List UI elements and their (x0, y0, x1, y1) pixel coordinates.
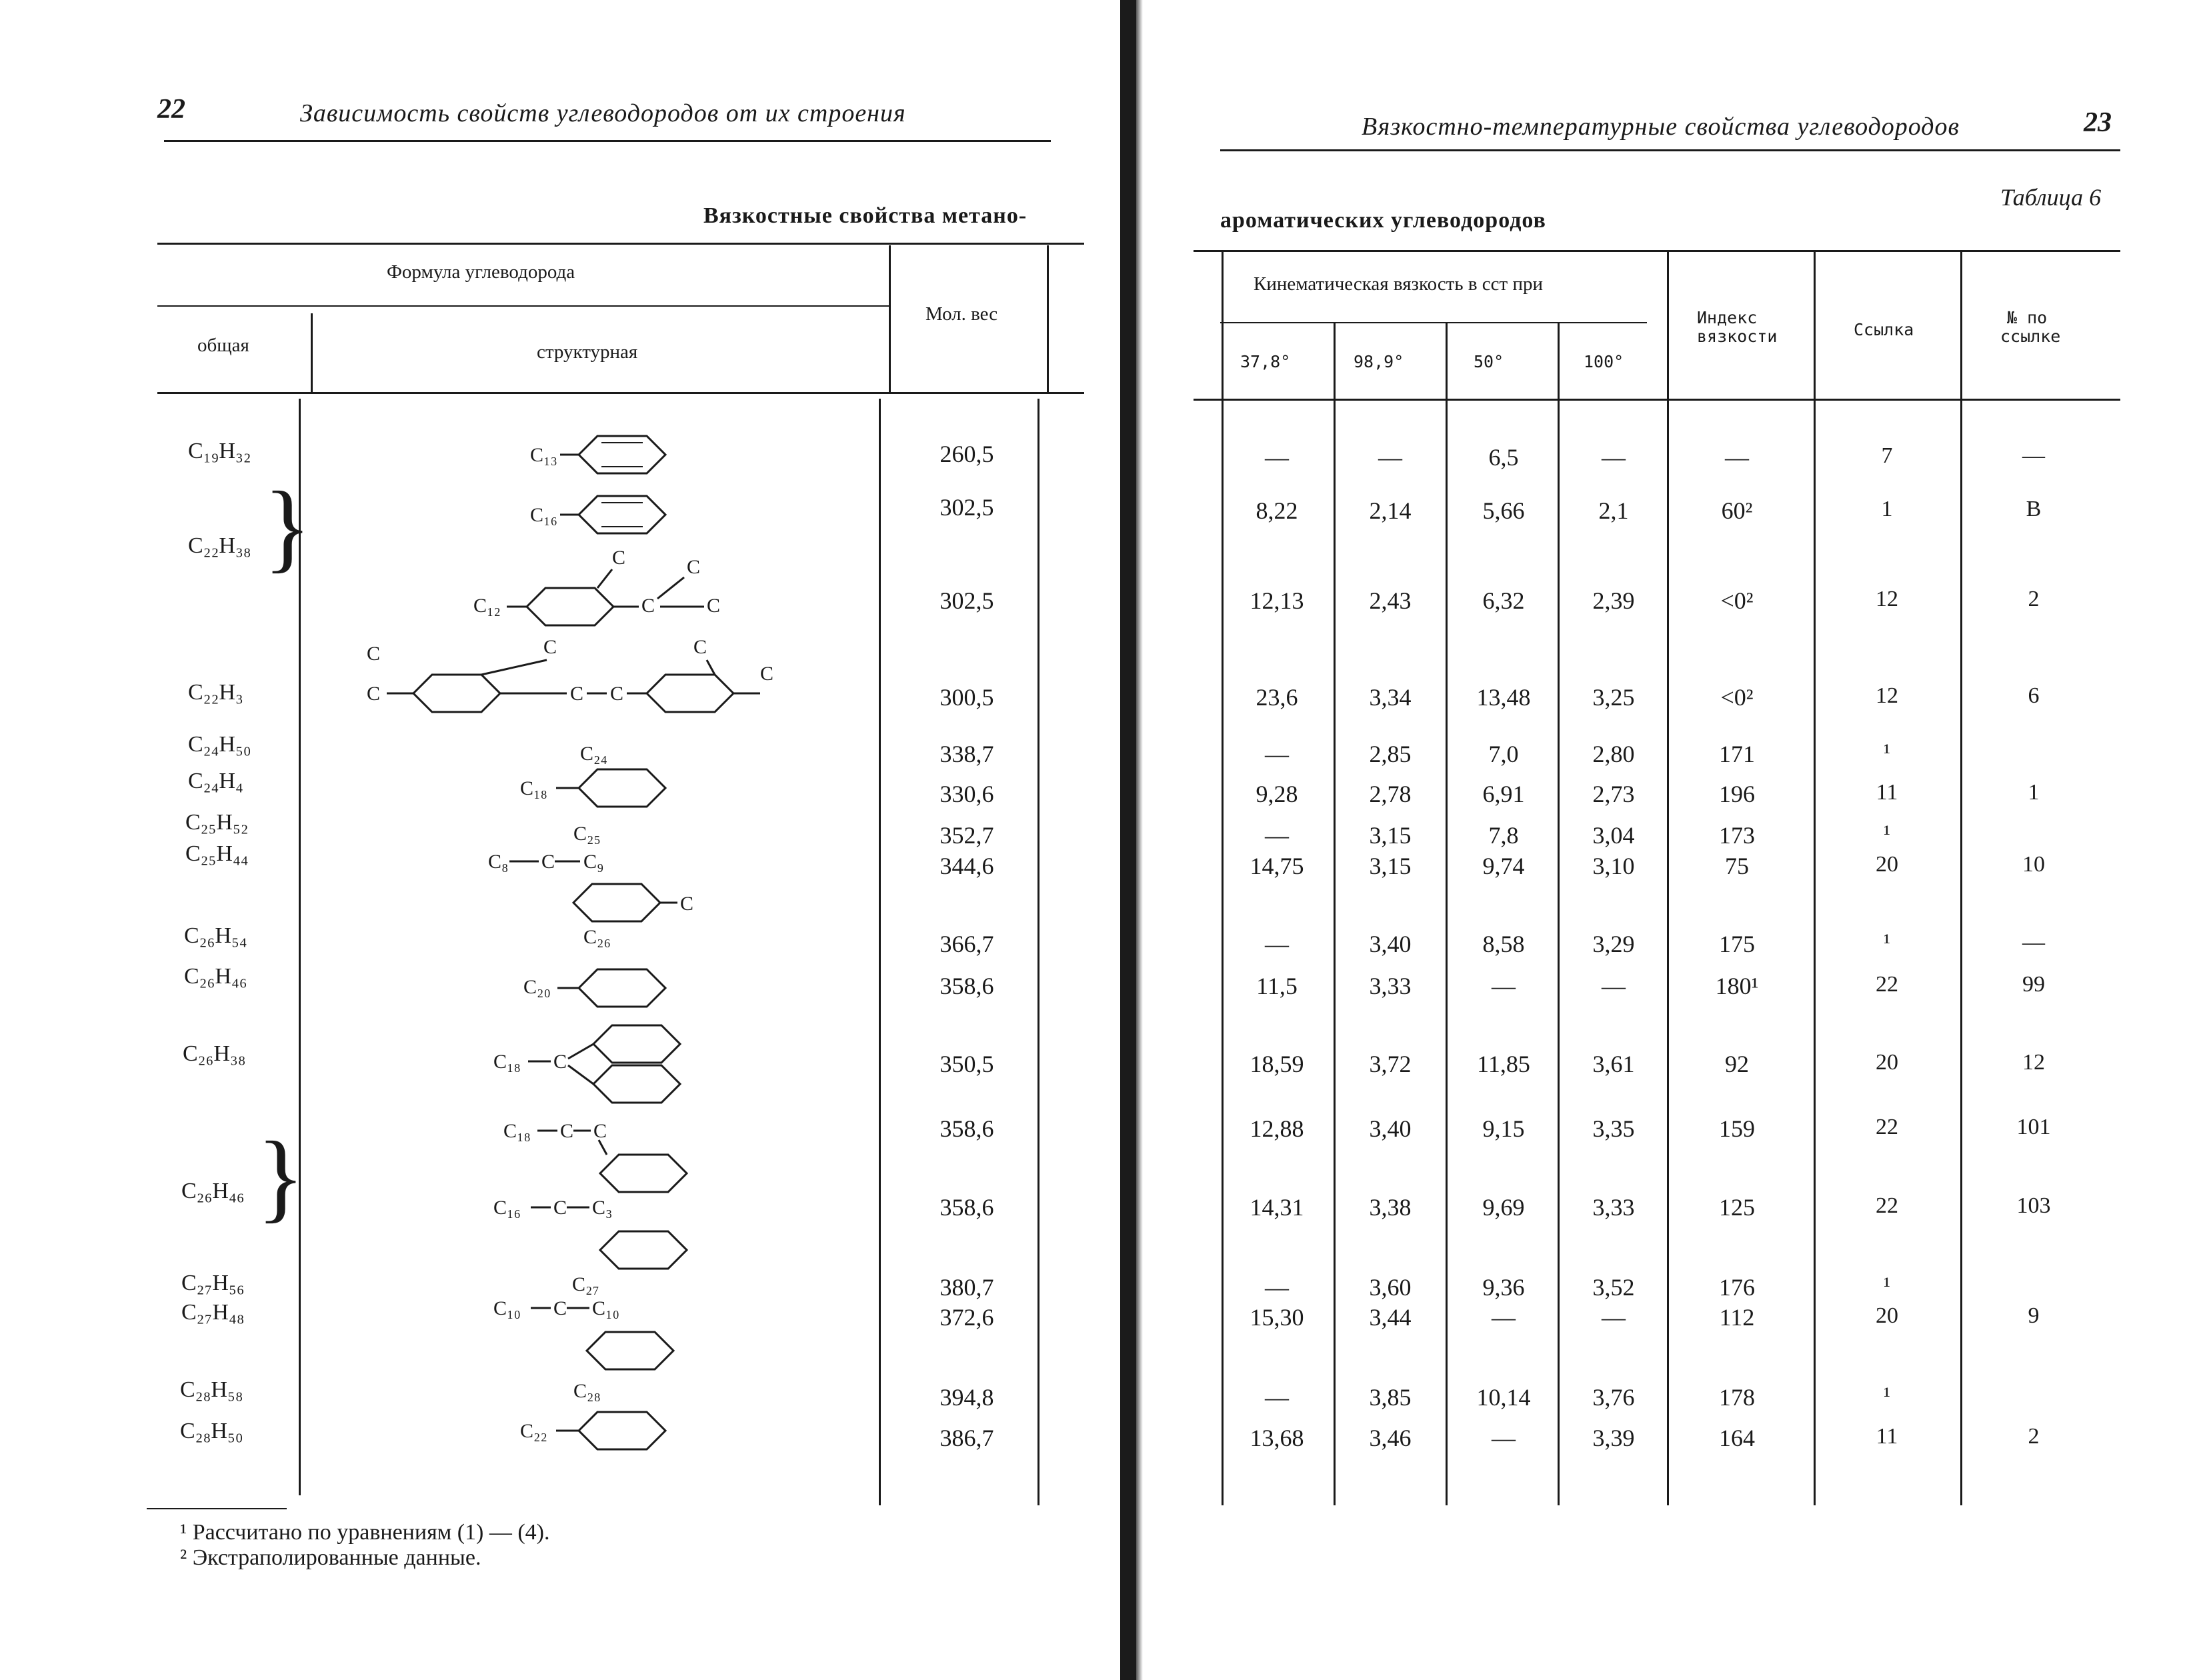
column-rule (1558, 323, 1560, 1505)
column-rule (1960, 252, 1962, 1505)
struct-label: C (367, 683, 381, 705)
table-cell: 8,22 (1256, 497, 1298, 524)
table-cell: 3,85 (1369, 1384, 1412, 1411)
table-cell: 180¹ (1715, 973, 1759, 999)
formula-cell: C₂₆H₄₆ (184, 964, 247, 989)
formula-cell: C₂₅H₄₄ (185, 841, 249, 866)
table-cell: 176 (1719, 1274, 1755, 1301)
struct-label: C₁₈ (503, 1120, 531, 1142)
table-cell: 14,31 (1250, 1194, 1304, 1221)
formula-cell: C₂₂H₃₈ (188, 533, 251, 558)
struct-label: C₂₄ (580, 743, 607, 765)
footnote-rule (147, 1508, 287, 1509)
table-cell: 13,48 (1476, 684, 1531, 711)
table-cell: 3,60 (1369, 1274, 1412, 1301)
struct-label: C₈ (488, 851, 509, 873)
mol-weight-cell: 372,6 (939, 1304, 994, 1331)
table-cell: 2,78 (1369, 781, 1412, 807)
temp-98-9: 98,9° (1354, 352, 1404, 371)
column-rule (1222, 252, 1224, 1505)
structure-drawing (460, 540, 740, 647)
struct-label: C₂₇ (572, 1273, 599, 1295)
table-cell: 9 (2028, 1303, 2040, 1328)
table-cell: 99 (2022, 972, 2045, 997)
mol-weight-cell: 386,7 (939, 1425, 994, 1451)
table-cell: 6,91 (1482, 781, 1525, 807)
mol-weight-cell: 358,6 (939, 1194, 994, 1221)
struct-label: C (367, 643, 381, 665)
struct-label: C₂₂ (520, 1420, 547, 1442)
struct-label: C (560, 1120, 574, 1142)
general-struct-divider (311, 313, 313, 392)
table-cell: — (1492, 1425, 1516, 1451)
right-page (1127, 0, 2185, 1680)
table-cell: 60² (1721, 497, 1753, 524)
table-cell: 9,36 (1482, 1274, 1525, 1301)
table-cell: 12 (2022, 1050, 2045, 1075)
table-cell: 9,28 (1256, 781, 1298, 807)
struct-label: C (553, 1197, 567, 1219)
table-cell: 20 (1876, 1303, 1898, 1328)
table-cell: 22 (1876, 1193, 1898, 1218)
table-cell: 3,10 (1592, 853, 1635, 879)
mol-weight-cell: 330,6 (939, 781, 994, 807)
struct-label: C (680, 893, 694, 915)
formula-cell: C₂₈H₅₀ (180, 1419, 243, 1443)
table-cell: — (2022, 930, 2045, 955)
column-rule (1667, 252, 1669, 1505)
header-bottom-rule (1194, 399, 2120, 401)
formula-cell: C₁₉H₃₂ (188, 439, 251, 463)
table-cell: 12,13 (1250, 587, 1304, 614)
group-brace: } (257, 1121, 305, 1232)
kinematic-header: Кинематическая вязкость в сст при (1254, 273, 1543, 295)
struct-label: C₁₀ (493, 1297, 521, 1319)
table-cell: 18,59 (1250, 1051, 1304, 1077)
table-cell: 3,29 (1592, 931, 1635, 957)
table-cell: 3,46 (1369, 1425, 1412, 1451)
refno-header: ссылке (2000, 327, 2061, 346)
table-cell: 3,40 (1369, 1115, 1412, 1142)
struct-label: C₁₈ (493, 1051, 521, 1073)
mol-divider-header (889, 245, 891, 392)
structure-drawing (493, 1373, 707, 1467)
formula-cell: C₂₆H₄₆ (181, 1179, 245, 1203)
struct-label: C₁₃ (530, 444, 557, 466)
mol-weight-cell: 358,6 (939, 973, 994, 999)
struct-label: C (610, 683, 624, 705)
table-cell: 1 (1881, 497, 1893, 521)
mol-weight-cell: 352,7 (939, 822, 994, 849)
mol-column-rule (879, 399, 881, 1505)
table-cell: 2,80 (1592, 741, 1635, 767)
table-cell: 103 (2016, 1193, 2051, 1218)
struct-label: C₁₆ (530, 504, 557, 526)
table-title: Вязкостные свойства метано- (703, 203, 1027, 228)
structural-header: структурная (537, 341, 638, 363)
formula-header-rule (157, 305, 891, 307)
struct-label: C₁₀ (592, 1297, 619, 1319)
table-cell: 9,74 (1482, 853, 1525, 879)
table-cell: — (1492, 973, 1516, 999)
table-cell: — (1602, 444, 1626, 471)
table-cell: 3,33 (1592, 1194, 1635, 1221)
table-cell: 2,1 (1598, 497, 1629, 524)
refno-header: № по (2007, 308, 2048, 327)
table-cell: 22 (1876, 1115, 1898, 1139)
table-cell: ¹ (1883, 1383, 1891, 1408)
table-cell: 196 (1719, 781, 1755, 807)
table-cell: 10,14 (1476, 1384, 1531, 1411)
footnote: ² Экстраполированные данные. (180, 1545, 481, 1570)
struct-label: C₃ (592, 1197, 613, 1219)
table-cell: 23,6 (1256, 684, 1298, 711)
table-cell: — (1265, 1274, 1289, 1301)
mol-weight-cell: 350,5 (939, 1051, 994, 1077)
table-cell: 3,33 (1369, 973, 1412, 999)
table-cell: 3,15 (1369, 822, 1412, 849)
table-cell: 5,66 (1482, 497, 1525, 524)
table-cell: 3,44 (1369, 1304, 1412, 1331)
structure-drawing (507, 960, 707, 1013)
struct-label: C (707, 595, 721, 617)
table-cell: 3,40 (1369, 931, 1412, 957)
table-cell: <0² (1720, 587, 1754, 614)
struct-label: C₂₀ (523, 976, 551, 998)
table-cell: 2,39 (1592, 587, 1635, 614)
formula-cell: C₂₈H₅₈ (180, 1377, 243, 1402)
formula-cell: C₂₇H₅₆ (181, 1271, 245, 1295)
column-rule (1446, 323, 1448, 1505)
table-cell: — (1378, 444, 1402, 471)
struct-label: C (543, 636, 557, 658)
table-cell: ¹ (1883, 930, 1891, 955)
table-cell: 7,8 (1488, 822, 1519, 849)
temp-100: 100° (1584, 352, 1624, 371)
table-cell: 8,58 (1482, 931, 1525, 957)
index-header: Индекс (1697, 308, 1758, 327)
table-cell: 6,5 (1488, 444, 1519, 471)
table-label: Таблица 6 (2000, 184, 2102, 211)
struct-label: C₉ (583, 851, 604, 873)
table-cell: 2,14 (1369, 497, 1412, 524)
table-cell: — (2022, 443, 2045, 468)
table-cell: 9,15 (1482, 1115, 1525, 1142)
table-cell: 3,52 (1592, 1274, 1635, 1301)
mol-weight-cell: 302,5 (939, 494, 994, 521)
struct-label: C₁₆ (493, 1197, 521, 1219)
table-cell: 3,15 (1369, 853, 1412, 879)
table-cell: 75 (1725, 853, 1749, 879)
table-cell: 3,76 (1592, 1384, 1635, 1411)
mol-weight-cell: 366,7 (939, 931, 994, 957)
table-cell: 175 (1719, 931, 1755, 957)
table-cell: 171 (1719, 741, 1755, 767)
table-cell: 173 (1719, 822, 1755, 849)
table-cell: 14,75 (1250, 853, 1304, 879)
table-cell: — (1602, 1304, 1626, 1331)
table-cell: 2,73 (1592, 781, 1635, 807)
table-cell: 2,43 (1369, 587, 1412, 614)
column-rule (1814, 252, 1816, 1505)
table-cell: 11 (1876, 780, 1898, 805)
table-top-rule (157, 243, 1084, 245)
structure-drawing (487, 1013, 707, 1120)
table-cell: 3,39 (1592, 1425, 1635, 1451)
table-cell: 7 (1881, 443, 1893, 468)
struct-label: C (553, 1297, 567, 1319)
column-rule (1334, 323, 1336, 1505)
structure-drawing (507, 487, 707, 540)
temp-37-8: 37,8° (1240, 352, 1291, 371)
table-cell: 12 (1876, 587, 1898, 611)
structure-drawing (493, 1267, 707, 1373)
structure-drawing (480, 820, 733, 948)
struct-label: C₁₂ (473, 595, 501, 617)
formula-cell: C₂₂H₃ (188, 680, 243, 705)
struct-label: C₂₈ (573, 1380, 601, 1402)
struct-label: C (593, 1120, 607, 1142)
formula-cell: C₂₅H₅₂ (185, 810, 249, 835)
table-cell: 15,30 (1250, 1304, 1304, 1331)
table-cell: — (1265, 741, 1289, 767)
table-cell: 12,88 (1250, 1115, 1304, 1142)
table-cell: <0² (1720, 684, 1754, 711)
mol-weight-header: Мол. вес (925, 303, 998, 325)
mol-weight-cell: 344,6 (939, 853, 994, 879)
struct-label: C (687, 556, 701, 578)
structure-drawing (507, 740, 707, 820)
table-cell: 1 (2028, 780, 2040, 805)
table-cell: — (1265, 1384, 1289, 1411)
mol-weight-cell: 338,7 (939, 741, 994, 767)
table-cell: 22 (1876, 972, 1898, 997)
running-head: Зависимость свойств углеводородов от их строения (300, 99, 906, 127)
general-header: общая (197, 335, 249, 356)
formula-cell: C₂₆H₃₈ (183, 1041, 246, 1066)
kinematic-header-rule (1220, 322, 1647, 323)
footnote: ¹ Рассчитано по уравнениям (1) — (4). (180, 1520, 550, 1545)
table-cell: — (1265, 444, 1289, 471)
table-cell: — (1725, 444, 1749, 471)
struct-label: C₁₈ (520, 777, 547, 799)
struct-label: C (612, 547, 626, 569)
right-divider-header (1047, 245, 1049, 392)
page-number: 22 (157, 94, 185, 125)
table-cell: 20 (1876, 852, 1898, 877)
table-cell: 3,38 (1369, 1194, 1412, 1221)
table-cell: ¹ (1883, 1273, 1891, 1298)
table-cell: 159 (1719, 1115, 1755, 1142)
table-cell: 101 (2016, 1115, 2051, 1139)
table-cell: 20 (1876, 1050, 1898, 1075)
group-brace: } (263, 471, 311, 582)
table-cell: 92 (1725, 1051, 1749, 1077)
structure-drawing (360, 633, 840, 733)
table-cell: 3,72 (1369, 1051, 1412, 1077)
temp-50: 50° (1474, 352, 1504, 371)
table-cell: 6,32 (1482, 587, 1525, 614)
formula-cell: C₂₆H₅₄ (184, 923, 247, 948)
struct-label: C₂₆ (583, 926, 611, 948)
table-cell: 178 (1719, 1384, 1755, 1411)
table-cell: 12 (1876, 683, 1898, 708)
table-cell: 10 (2022, 852, 2045, 877)
table-cell: — (1265, 822, 1289, 849)
table-cell: 11 (1876, 1424, 1898, 1449)
table-cell: — (1265, 931, 1289, 957)
table-cell: 3,34 (1369, 684, 1412, 711)
table-cell: 3,25 (1592, 684, 1635, 711)
mol-weight-cell: 380,7 (939, 1274, 994, 1301)
table-cell: 11,85 (1477, 1051, 1530, 1077)
struct-label: C (553, 1051, 567, 1073)
table-cell: 2,85 (1369, 741, 1412, 767)
struct-label: C (570, 683, 584, 705)
table-cell: В (2026, 497, 2042, 521)
formula-cell: C₂₇H₄₈ (181, 1300, 245, 1325)
table-cell: 112 (1719, 1304, 1755, 1331)
table-cell: 9,69 (1482, 1194, 1525, 1221)
struct-label: C (641, 595, 655, 617)
mol-weight-cell: 302,5 (939, 587, 994, 614)
running-head: Вязкостно-температурные свойства углеводородов (1362, 113, 1960, 141)
mol-weight-cell: 300,5 (939, 684, 994, 711)
struct-label: C (693, 636, 707, 658)
header-bottom-rule (157, 392, 1084, 394)
right-column-rule (1037, 399, 1039, 1505)
index-header: вязкости (1697, 327, 1778, 346)
table-cell: 3,61 (1592, 1051, 1635, 1077)
table-cell: — (1492, 1304, 1516, 1331)
table-cell: ¹ (1883, 821, 1891, 846)
table-cell: 3,04 (1592, 822, 1635, 849)
mol-weight-cell: 394,8 (939, 1384, 994, 1411)
mol-weight-cell: 260,5 (939, 441, 994, 467)
table-cell: 7,0 (1488, 741, 1519, 767)
reference-header: Ссылка (1854, 320, 1914, 339)
table-cell: 6 (2028, 683, 2040, 708)
struct-label: C (541, 851, 555, 873)
mol-weight-cell: 358,6 (939, 1115, 994, 1142)
table-cell: 125 (1719, 1194, 1755, 1221)
struct-label: C₂₅ (573, 823, 601, 845)
header-rule (164, 140, 1051, 142)
table-cell: 3,35 (1592, 1115, 1635, 1142)
header-rule (1220, 149, 2120, 151)
table-title: ароматических углеводородов (1220, 208, 1546, 233)
table-cell: 13,68 (1250, 1425, 1304, 1451)
table-cell: ¹ (1883, 740, 1891, 765)
table-top-rule (1194, 250, 2120, 252)
formula-cell: C₂₄H₅₀ (188, 732, 251, 757)
formula-header: Формула углеводорода (387, 261, 575, 283)
table-cell: 2 (2028, 587, 2040, 611)
table-cell: 164 (1719, 1425, 1755, 1451)
table-cell: — (1602, 973, 1626, 999)
table-cell: 11,5 (1256, 973, 1298, 999)
table-cell: 2 (2028, 1424, 2040, 1449)
struct-label: C (760, 663, 774, 685)
formula-cell: C₂₄H₄ (188, 769, 243, 793)
page-number: 23 (2084, 107, 2112, 138)
structure-drawing (507, 427, 707, 480)
